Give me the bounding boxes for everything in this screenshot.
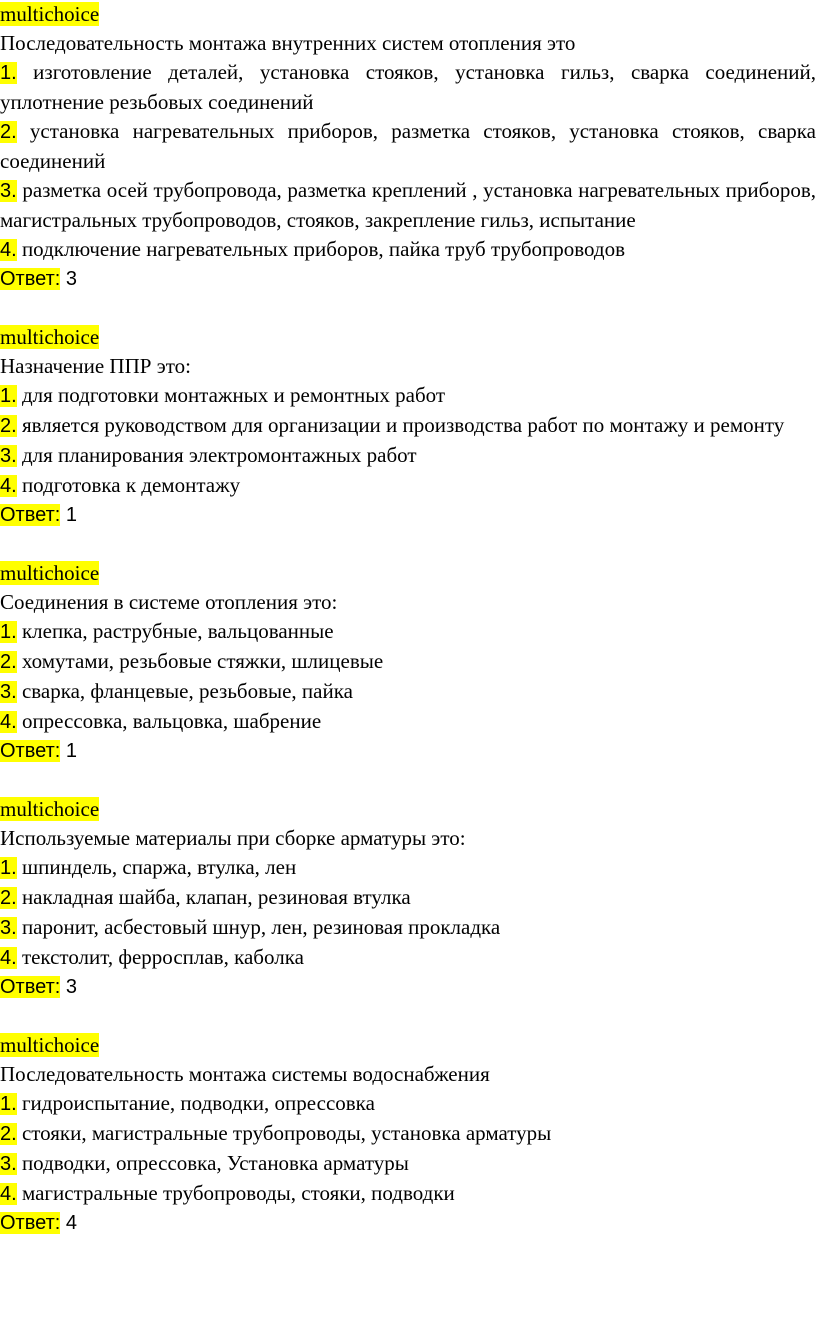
option-text: подводки, опрессовка, Установка арматуры	[16, 1151, 409, 1175]
option-text: клепка, раструбные, вальцованные	[16, 619, 334, 643]
answer-line	[0, 1209, 816, 1238]
option-text: для планирования электромонтажных работ	[16, 443, 417, 467]
answer-line	[0, 737, 816, 766]
answer-label: Ответ:	[0, 976, 61, 998]
question-block	[0, 559, 816, 766]
option-text: сварка, фланцевые, резьбовые, пайка	[16, 679, 353, 703]
option-text: текстолит, ферросплав, каболка	[16, 945, 304, 969]
option-text: шпиндель, спаржа, втулка, лен	[16, 855, 297, 879]
option-number: 4.	[0, 475, 17, 497]
option-number: 3.	[0, 681, 17, 703]
answer-option	[0, 58, 816, 117]
answer-label: Ответ:	[0, 1212, 61, 1234]
answer-option	[0, 913, 816, 943]
answer-option	[0, 471, 816, 501]
option-number: 2.	[0, 1123, 17, 1145]
answer-option	[0, 235, 816, 265]
question-type-tag: multichoice	[0, 561, 100, 585]
answer-option	[0, 677, 816, 707]
answer-line	[0, 501, 816, 530]
answer-option	[0, 1119, 816, 1149]
answer-line	[0, 265, 816, 294]
question-type-tag: multichoice	[0, 325, 100, 349]
answer-option	[0, 441, 816, 471]
answer-option	[0, 853, 816, 883]
option-text: установка нагревательных приборов, разметка стояков, установка стояков, сварка соединений	[0, 119, 816, 173]
question-type-tag: multichoice	[0, 797, 100, 821]
spacer	[0, 294, 816, 323]
answer-label: Ответ:	[0, 268, 61, 290]
answer-option	[0, 707, 816, 737]
option-number: 3.	[0, 917, 17, 939]
question-text: Назначение ППР это:	[0, 354, 191, 378]
option-text: паронит, асбестовый шнур, лен, резиновая прокладка	[16, 915, 501, 939]
spacer	[0, 1002, 816, 1031]
answer-option	[0, 647, 816, 677]
answer-value: 1	[60, 740, 77, 762]
answer-option	[0, 1149, 816, 1179]
option-text: подготовка к демонтажу	[16, 473, 241, 497]
option-text: магистральные трубопроводы, стояки, подводки	[16, 1181, 455, 1205]
answer-value: 4	[60, 1212, 77, 1234]
answer-option	[0, 411, 816, 441]
question-text: Последовательность монтажа системы водоснабжения	[0, 1062, 490, 1086]
answer-line	[0, 973, 816, 1002]
answer-option	[0, 883, 816, 913]
answer-option	[0, 176, 816, 235]
option-number: 1.	[0, 857, 17, 879]
question-block	[0, 1031, 816, 1238]
option-text: изготовление деталей, установка стояков, установка гильз, сварка соединений, уплотнение резьбовых соединений	[0, 60, 816, 114]
question-text: Используемые материалы при сборке арматуры это:	[0, 826, 466, 850]
option-number: 4.	[0, 239, 17, 261]
option-text: подключение нагревательных приборов, пайка труб трубопроводов	[16, 237, 626, 261]
option-number: 2.	[0, 121, 17, 143]
option-number: 1.	[0, 385, 17, 407]
answer-label: Ответ:	[0, 504, 61, 526]
question-block	[0, 323, 816, 530]
option-number: 2.	[0, 887, 17, 909]
option-text: для подготовки монтажных и ремонтных работ	[16, 383, 446, 407]
option-text: гидроиспытание, подводки, опрессовка	[16, 1091, 375, 1115]
question-text: Последовательность монтажа внутренних систем отопления это	[0, 31, 576, 55]
option-number: 1.	[0, 621, 17, 643]
option-text: стояки, магистральные трубопроводы, установка арматуры	[16, 1121, 552, 1145]
option-text: является руководством для организации и производства работ по монтажу и ремонту	[16, 413, 785, 437]
answer-option	[0, 381, 816, 411]
option-text: опрессовка, вальцовка, шабрение	[16, 709, 322, 733]
option-number: 4.	[0, 711, 17, 733]
spacer	[0, 530, 816, 559]
question-type-tag: multichoice	[0, 2, 100, 26]
spacer	[0, 766, 816, 795]
option-text: хомутами, резьбовые стяжки, шлицевые	[16, 649, 384, 673]
question-block	[0, 795, 816, 1002]
option-number: 3.	[0, 180, 17, 202]
option-number: 4.	[0, 1183, 17, 1205]
option-number: 2.	[0, 415, 17, 437]
answer-option	[0, 943, 816, 973]
option-number: 3.	[0, 445, 17, 467]
answer-label: Ответ:	[0, 740, 61, 762]
option-number: 1.	[0, 62, 17, 84]
answer-value: 3	[60, 976, 77, 998]
answer-option	[0, 1179, 816, 1209]
answer-value: 1	[60, 504, 77, 526]
option-text: разметка осей трубопровода, разметка креплений , установка нагревательных приборов, магистральных трубопроводов, стояков, закрепление гильз, испытание	[0, 178, 816, 232]
option-number: 4.	[0, 947, 17, 969]
question-text: Соединения в системе отопления это:	[0, 590, 338, 614]
option-text: накладная шайба, клапан, резиновая втулка	[16, 885, 411, 909]
answer-value: 3	[60, 268, 77, 290]
question-type-tag: multichoice	[0, 1033, 100, 1057]
answer-option	[0, 617, 816, 647]
question-block	[0, 0, 816, 294]
option-number: 1.	[0, 1093, 17, 1115]
option-number: 3.	[0, 1153, 17, 1175]
answer-option	[0, 117, 816, 176]
answer-option	[0, 1089, 816, 1119]
option-number: 2.	[0, 651, 17, 673]
